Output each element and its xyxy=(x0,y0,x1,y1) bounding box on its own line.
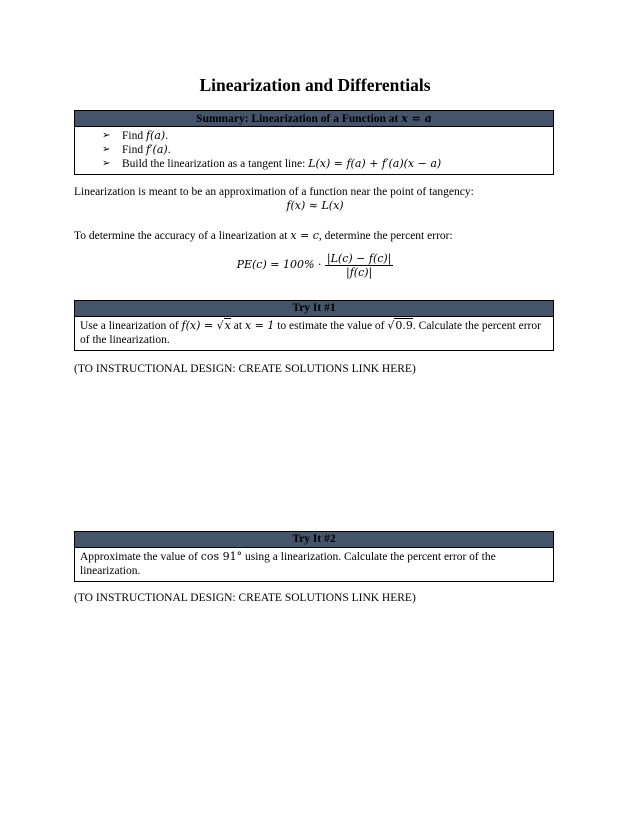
try-it-1-header: Try It #1 xyxy=(75,301,553,317)
paragraph-accuracy xyxy=(74,229,554,243)
summary-list xyxy=(80,129,548,171)
percent-error-denominator: |f(c)| xyxy=(346,266,373,279)
try-it-1-box xyxy=(74,300,554,351)
try-it-1-estimate-radicand: 0.9 xyxy=(395,319,413,332)
try-it-1-text: . Calculate the percent error of the linearization. xyxy=(80,320,541,346)
percent-error-lhs: PE(c) = 100% · xyxy=(236,258,325,272)
summary-item xyxy=(102,129,548,143)
try-it-2-header: Try It #2 xyxy=(75,532,553,548)
summary-item-tail: . xyxy=(165,130,169,142)
solutions-link-note-2: (TO INSTRUCTIONAL DESIGN: CREATE SOLUTIONS LINK HERE) xyxy=(74,592,416,604)
try-it-1-function-radicand: x xyxy=(224,319,231,332)
try-it-2-text: Approximate the value of xyxy=(80,551,201,563)
summary-item-math: f′(a) xyxy=(145,143,168,156)
paragraph-linearization: Linearization is meant to be an approximation of a function near the point of tangency: xyxy=(74,186,474,198)
radical-sign: √ xyxy=(387,319,395,332)
try-it-2-box xyxy=(74,531,554,582)
try-it-1-function: f(x) = xyxy=(181,319,217,332)
try-it-1-text: at xyxy=(230,320,245,332)
approximation-equation: f(x) ≈ L(x) xyxy=(286,199,344,212)
percent-error-numerator: |L(c) − f(c)| xyxy=(326,252,392,265)
try-it-1-body xyxy=(75,317,553,350)
summary-box-body xyxy=(75,127,553,174)
summary-item xyxy=(102,143,548,157)
summary-header-math: x = a xyxy=(401,112,432,125)
try-it-2-expression: cos 91° xyxy=(200,550,243,563)
summary-box xyxy=(74,110,554,175)
try-it-2-text: using a linearization. Calculate the percent error of the linearization. xyxy=(80,551,496,577)
radical-sign: √ xyxy=(216,319,224,332)
summary-item-text: Find xyxy=(122,144,146,156)
paragraph-accuracy-tail: , determine the percent error: xyxy=(318,230,453,242)
summary-item-tail: . xyxy=(167,144,171,156)
summary-item-text: Find xyxy=(122,130,146,142)
try-it-2-body xyxy=(75,548,553,581)
solutions-link-note-1: (TO INSTRUCTIONAL DESIGN: CREATE SOLUTIONS LINK HERE) xyxy=(74,363,416,375)
summary-item-text: Build the linearization as a tangent line: xyxy=(122,158,309,170)
summary-item-math: L(x) = f(a) + f′(a)(x − a) xyxy=(308,157,442,170)
paragraph-accuracy-text: To determine the accuracy of a linearization at xyxy=(74,230,291,242)
try-it-1-text: Use a linearization of xyxy=(80,320,182,332)
summary-item xyxy=(102,157,548,171)
page-title: Linearization and Differentials xyxy=(199,75,431,95)
percent-error-formula xyxy=(0,252,630,279)
try-it-1-point: x = 1 xyxy=(244,319,275,332)
summary-item-math: f(a) xyxy=(145,129,166,142)
summary-header-text: Summary: Linearization of a Function at xyxy=(196,113,402,125)
summary-box-header xyxy=(75,111,553,127)
percent-error-fraction xyxy=(325,252,394,279)
paragraph-accuracy-math: x = c xyxy=(290,229,319,242)
try-it-1-text: to estimate the value of xyxy=(274,320,388,332)
